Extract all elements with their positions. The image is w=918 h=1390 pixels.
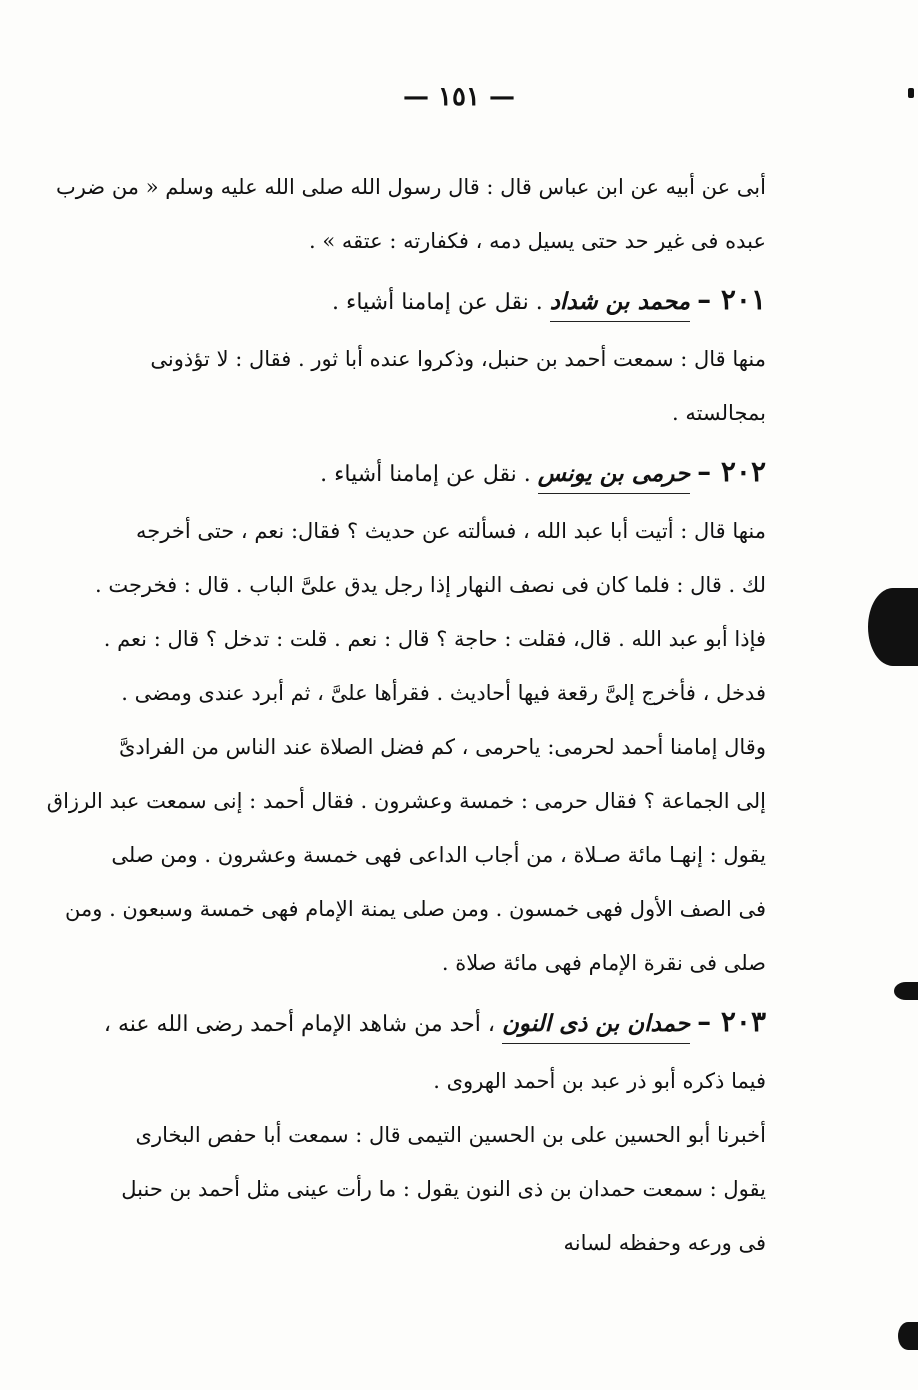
paragraph-line: أبى عن أبيه عن ابن عباس قال : قال رسول الله صلى الله عليه وسلم « من ضرب bbox=[55, 175, 766, 199]
entry-heading-203 bbox=[103, 990, 766, 1054]
entry-name: حرمى بن يونس bbox=[538, 459, 690, 494]
paragraph-line: فيما ذكره أبو ذر عبد بن أحمد الهروى . bbox=[433, 1069, 766, 1093]
paragraph-line: منها قال : أتيت أبا عبد الله ، فسألته عن حديث ؟ فقال: نعم ، حتى أخرجه bbox=[136, 519, 766, 543]
page-body bbox=[46, 160, 766, 1270]
entry-number: ٢٠١ – bbox=[697, 283, 766, 316]
scan-mark bbox=[894, 982, 918, 1000]
entry-heading-201 bbox=[180, 268, 766, 332]
paragraph-line: عبده فى غير حد حتى يسيل دمه ، فكفارته : عتقه » . bbox=[309, 229, 766, 253]
entry-number: ٢٠٢ – bbox=[697, 455, 766, 488]
paragraph-line: لك . قال : فلما كان فى نصف النهار إذا رجل يدق علىَّ الباب . قال : فخرجت . bbox=[94, 573, 766, 597]
page-number: — ١٥١ — bbox=[402, 82, 516, 112]
scan-mark bbox=[868, 588, 918, 666]
paragraph-line: فى ورعه وحفظه لسانه bbox=[563, 1231, 766, 1255]
entry-name: محمد بن شداد bbox=[550, 287, 690, 322]
entry-number: ٢٠٣ – bbox=[697, 1005, 766, 1038]
paragraph-line: وقال إمامنا أحمد لحرمى: ياحرمى ، كم فضل الصلاة عند الناس من الفرادىَّ bbox=[119, 735, 766, 759]
entry-heading-202 bbox=[180, 440, 766, 504]
paragraph-line: صلى فى نقرة الإمام فهى مائة صلاة . bbox=[441, 951, 766, 975]
entry-intro: . نقل عن إمامنا أشياء . bbox=[320, 462, 531, 487]
scan-mark bbox=[898, 1322, 918, 1350]
paragraph-line: فى الصف الأول فهى خمسون . ومن صلى يمنة الإمام فهى خمسة وسبعون . ومن bbox=[65, 897, 766, 921]
entry-name: حمدان بن ذى النون bbox=[502, 1009, 690, 1044]
entry-intro: ، أحد من شاهد الإمام أحمد رضى الله عنه ، bbox=[103, 1012, 495, 1037]
paragraph-line: إلى الجماعة ؟ فقال حرمى : خمسة وعشرون . فقال أحمد : إنى سمعت عبد الرزاق bbox=[46, 789, 766, 813]
paragraph-line: أخبرنا أبو الحسين على بن الحسين التيمى قال : سمعت أبا حفص البخارى bbox=[135, 1123, 766, 1147]
paragraph-line: فإذا أبو عبد الله . قال، فقلت : حاجة ؟ قال : نعم . قلت : تدخل ؟ قال : نعم . bbox=[103, 627, 766, 651]
scan-mark bbox=[908, 88, 914, 98]
paragraph-line: منها قال : سمعت أحمد بن حنبل، وذكروا عنده أبا ثور . فقال : لا تؤذونى bbox=[150, 347, 766, 371]
paragraph-line: يقول : سمعت حمدان بن ذى النون يقول : ما رأت عينى مثل أحمد بن حنبل bbox=[121, 1177, 766, 1201]
paragraph-line: بمجالسته . bbox=[671, 401, 766, 425]
paragraph-line: يقول : إنهـا مائة صـلاة ، من أجاب الداعى فهى خمسة وعشرون . ومن صلى bbox=[111, 843, 766, 867]
entry-intro: . نقل عن إمامنا أشياء . bbox=[331, 290, 543, 315]
paragraph-line: فدخل ، فأخرج إلىَّ رقعة فيها أحاديث . فقرأها علىَّ ، ثم أبرد عندى ومضى . bbox=[121, 681, 766, 705]
